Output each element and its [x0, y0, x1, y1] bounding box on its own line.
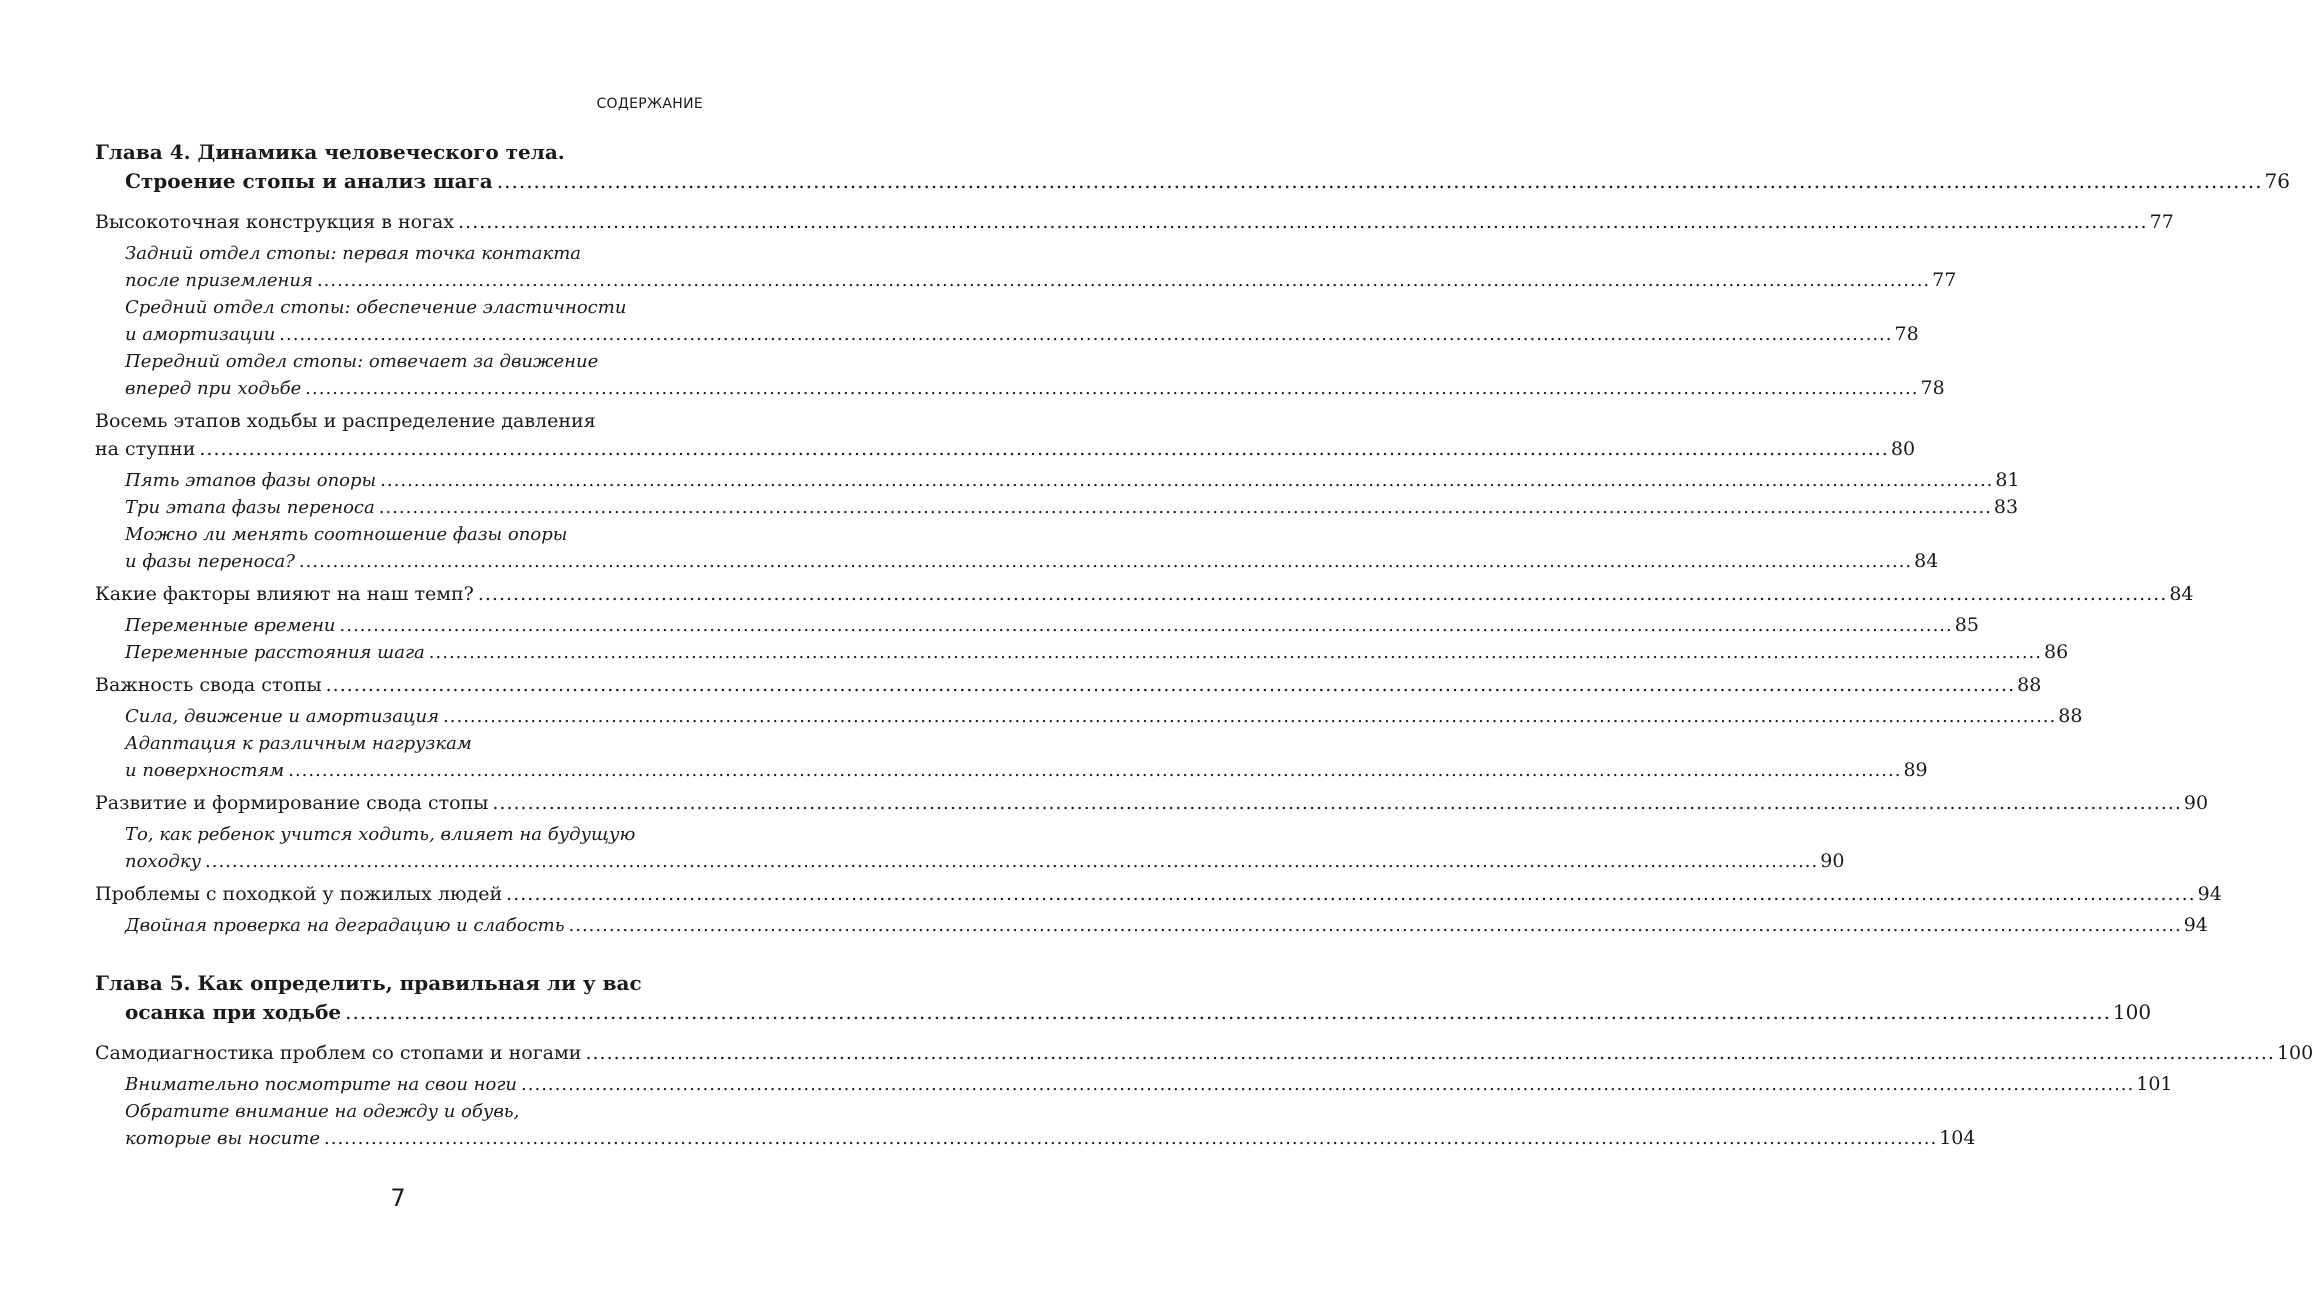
toc-subsection-title: Можно ли менять соотношение фазы опоры: [125, 524, 568, 545]
toc-section-title: Высокоточная конструкция в ногах: [95, 211, 455, 233]
toc-subsection[interactable]: [95, 1098, 1976, 1152]
toc-page-number: 81: [1995, 469, 2020, 491]
toc-section[interactable]: [95, 671, 2042, 699]
toc-subsection-title: Обратите внимание на одежду и обувь,: [125, 1101, 520, 1122]
dot-leader: [340, 612, 1953, 639]
toc-subsection[interactable]: [95, 912, 2208, 939]
toc-page-number: 88: [2017, 674, 2042, 696]
toc-page-number: 90: [2183, 792, 2209, 814]
dot-leader: [279, 321, 1892, 348]
toc-page-number: 77: [1932, 269, 1957, 291]
dot-leader: [585, 1039, 2275, 1067]
toc-subsection-title-cont: вперед при ходьбе: [125, 378, 302, 399]
dot-leader: [506, 880, 2196, 908]
toc-subsection-title: Средний отдел стопы: обеспечение эластичности: [125, 297, 627, 318]
toc-page-number: 84: [2169, 583, 2194, 605]
dot-leader: [497, 167, 2263, 196]
dot-leader: [299, 548, 1912, 575]
toc-chapter-4[interactable]: [95, 138, 2290, 196]
page-number: 7: [390, 1184, 406, 1212]
dot-leader: [305, 375, 1918, 402]
dot-leader: [288, 757, 1901, 784]
toc-section[interactable]: [95, 880, 2222, 908]
toc-section-title: Развитие и формирование свода стопы: [95, 792, 489, 814]
toc-page-number: 86: [2044, 641, 2069, 663]
toc-page-number: 80: [1890, 438, 1916, 460]
toc-page-number: 78: [1894, 323, 1919, 345]
toc-subsection-title: Адаптация к различным нагрузкам: [125, 733, 472, 754]
toc-subsection-title: Сила, движение и амортизация: [125, 706, 440, 727]
toc-section[interactable]: [95, 407, 1916, 463]
toc-subsection[interactable]: [95, 612, 1979, 639]
toc-page-number: 83: [1993, 496, 2019, 518]
toc-page-number: 84: [1914, 550, 1939, 572]
toc-subsection-title-cont: и фазы переноса?: [125, 551, 295, 572]
toc-page-number: 88: [2058, 705, 2083, 727]
toc-chapter-5-subtitle: осанка при ходьбе: [125, 1000, 342, 1024]
dot-leader: [199, 435, 1889, 463]
toc-section-title: Какие факторы влияют на наш темп?: [95, 583, 474, 605]
toc-chapter-4-subtitle: Строение стопы и анализ шага: [125, 169, 493, 193]
toc-subsection[interactable]: [95, 730, 1928, 784]
toc-subsection-title: Двойная проверка на деградацию и слабость: [125, 915, 565, 936]
toc-subsection-title: Переменные расстояния шага: [125, 642, 425, 663]
toc-subsection[interactable]: [95, 494, 2019, 521]
table-of-contents: [95, 138, 2313, 1152]
toc-section[interactable]: [95, 208, 2174, 236]
toc-subsection-title: Три этапа фазы переноса: [125, 497, 375, 518]
dot-leader: [205, 848, 1818, 875]
toc-section[interactable]: [95, 1039, 2313, 1067]
toc-subsection-title: Переменные времени: [125, 615, 336, 636]
toc-subsection[interactable]: [95, 240, 1957, 294]
dot-leader: [345, 998, 2111, 1027]
chapter-spacer: [95, 939, 703, 969]
toc-subsection-title-cont: походку: [125, 851, 202, 872]
toc-page-number: 100: [2112, 1000, 2152, 1024]
toc-subsection[interactable]: [95, 467, 2020, 494]
toc-subsection[interactable]: [95, 521, 1939, 575]
toc-section-title-cont: на ступни: [95, 438, 196, 460]
toc-subsection-title: То, как ребенок учится ходить, влияет на будущую: [125, 824, 636, 845]
toc-section-title: Самодиагностика проблем со стопами и ногами: [95, 1042, 582, 1064]
dot-leader: [443, 703, 2056, 730]
dot-leader: [379, 494, 1992, 521]
toc-subsection[interactable]: [95, 1071, 2173, 1098]
toc-chapter-4-title: Глава 4. Динамика человеческого тела.: [95, 140, 565, 164]
dot-leader: [380, 467, 1993, 494]
toc-subsection-title: Пять этапов фазы опоры: [125, 470, 377, 491]
toc-subsection[interactable]: [95, 294, 1919, 348]
dot-leader: [521, 1071, 2134, 1098]
toc-page-number: 90: [1820, 850, 1845, 872]
toc-page-number: 104: [1939, 1127, 1976, 1149]
toc-page-number: 100: [2276, 1042, 2313, 1064]
dot-leader: [458, 208, 2148, 236]
toc-section-title: Проблемы с походкой у пожилых людей: [95, 883, 503, 905]
toc-chapter-5[interactable]: [95, 969, 2152, 1027]
toc-page-number: 101: [2136, 1073, 2173, 1095]
toc-subsection-title-cont: и поверхностям: [125, 760, 285, 781]
toc-subsection[interactable]: [95, 821, 1845, 875]
dot-leader: [324, 1125, 1937, 1152]
toc-page-number: 77: [2149, 211, 2174, 233]
toc-subsection-title-cont: и амортизации: [125, 324, 276, 345]
dot-leader: [317, 267, 1930, 294]
dot-leader: [569, 912, 2182, 939]
dot-leader: [492, 789, 2182, 817]
toc-subsection-title-cont: которые вы носите: [125, 1128, 320, 1149]
running-header: СОДЕРЖАНИЕ: [596, 96, 703, 112]
toc-subsection[interactable]: [95, 348, 1945, 402]
toc-chapter-5-title: Глава 5. Как определить, правильная ли у вас: [95, 971, 642, 995]
toc-section[interactable]: [95, 789, 2209, 817]
dot-leader: [326, 671, 2016, 699]
toc-section-title: Важность свода стопы: [95, 674, 322, 696]
toc-page-number: 85: [1954, 614, 1979, 636]
toc-page-number: 94: [2197, 883, 2222, 905]
toc-subsection[interactable]: [95, 639, 2069, 666]
toc-page-number: 76: [2264, 169, 2290, 193]
toc-subsection[interactable]: [95, 703, 2083, 730]
toc-section-title: Восемь этапов ходьбы и распределение давления: [95, 410, 596, 432]
toc-subsection-title-cont: после приземления: [125, 270, 313, 291]
dot-leader: [478, 580, 2168, 608]
toc-page-number: 89: [1903, 759, 1928, 781]
toc-page-number: 78: [1920, 377, 1945, 399]
dot-leader: [429, 639, 2042, 666]
toc-subsection-title: Передний отдел стопы: отвечает за движение: [125, 351, 599, 372]
toc-page-number: 94: [2183, 914, 2208, 936]
toc-section[interactable]: [95, 580, 2194, 608]
toc-subsection-title: Внимательно посмотрите на свои ноги: [125, 1074, 518, 1095]
toc-subsection-title: Задний отдел стопы: первая точка контакта: [125, 243, 582, 264]
